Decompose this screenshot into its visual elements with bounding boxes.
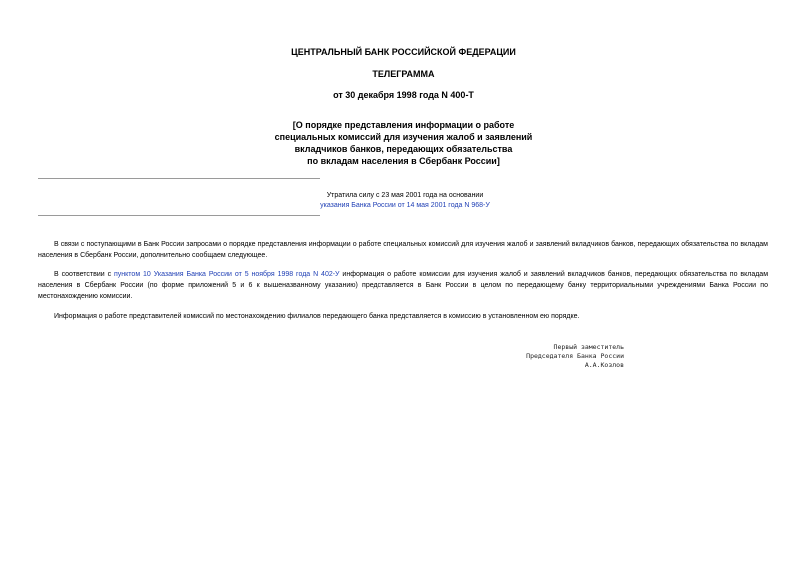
document-type: ТЕЛЕГРАММА [372,69,435,79]
signature-organization: Председателя Банка России [526,352,624,360]
document-date-number: от 30 декабря 1998 года N 400-Т [333,90,474,100]
signature-position: Первый заместитель [553,343,624,351]
paragraph-2-rest: информация о работе комиссии для изучения жалоб и заявлений вкладчиков банков, передающих обязательства по вкладам населения в Сбербанк России (по форме приложений 5 и 6 к вышеназванному указанию) представляется в Банк России в целом по передающему банку территориальными учреждениями Банка России по местонахождению комиссии. [38,271,769,300]
decree-link[interactable]: пунктом 10 Указания Банка России от 5 ноября 1998 года N 402-У [114,271,340,278]
paragraph-2 [38,269,768,302]
signature-name: А.А.Козлов [584,361,624,369]
paragraph-2-intro: В соответствии с [54,271,114,278]
paragraph-3: Информация о работе представителей комиссий по местонахождению филиалов передающего банка представляется в комиссию в установленном ею порядке. [54,313,580,320]
divider-bottom [38,215,320,216]
organization-title: ЦЕНТРАЛЬНЫЙ БАНК РОССИЙСКОЙ ФЕДЕРАЦИИ [291,47,516,57]
paragraph-1: В связи с поступающими в Банк России запросами о порядке представления информации о работе специальных комиссий для изучения жалоб и заявлений вкладчиков банков, передающих обязательства по вкладам населения в Сбербанк России, дополнительно сообщаем следующее. [38,241,768,259]
status-link[interactable]: указания Банка России от 14 мая 2001 года N 968-У [320,202,490,209]
document-subject: [О порядке представления информации о работе специальных комиссий для изучения жалоб и заявлений вкладчиков банков, передающих обязательства по вкладам населения в Сбербанк России] [274,120,533,166]
divider-top [38,178,320,179]
status-note: Утратила силу с 23 мая 2001 года на основании [326,192,484,199]
